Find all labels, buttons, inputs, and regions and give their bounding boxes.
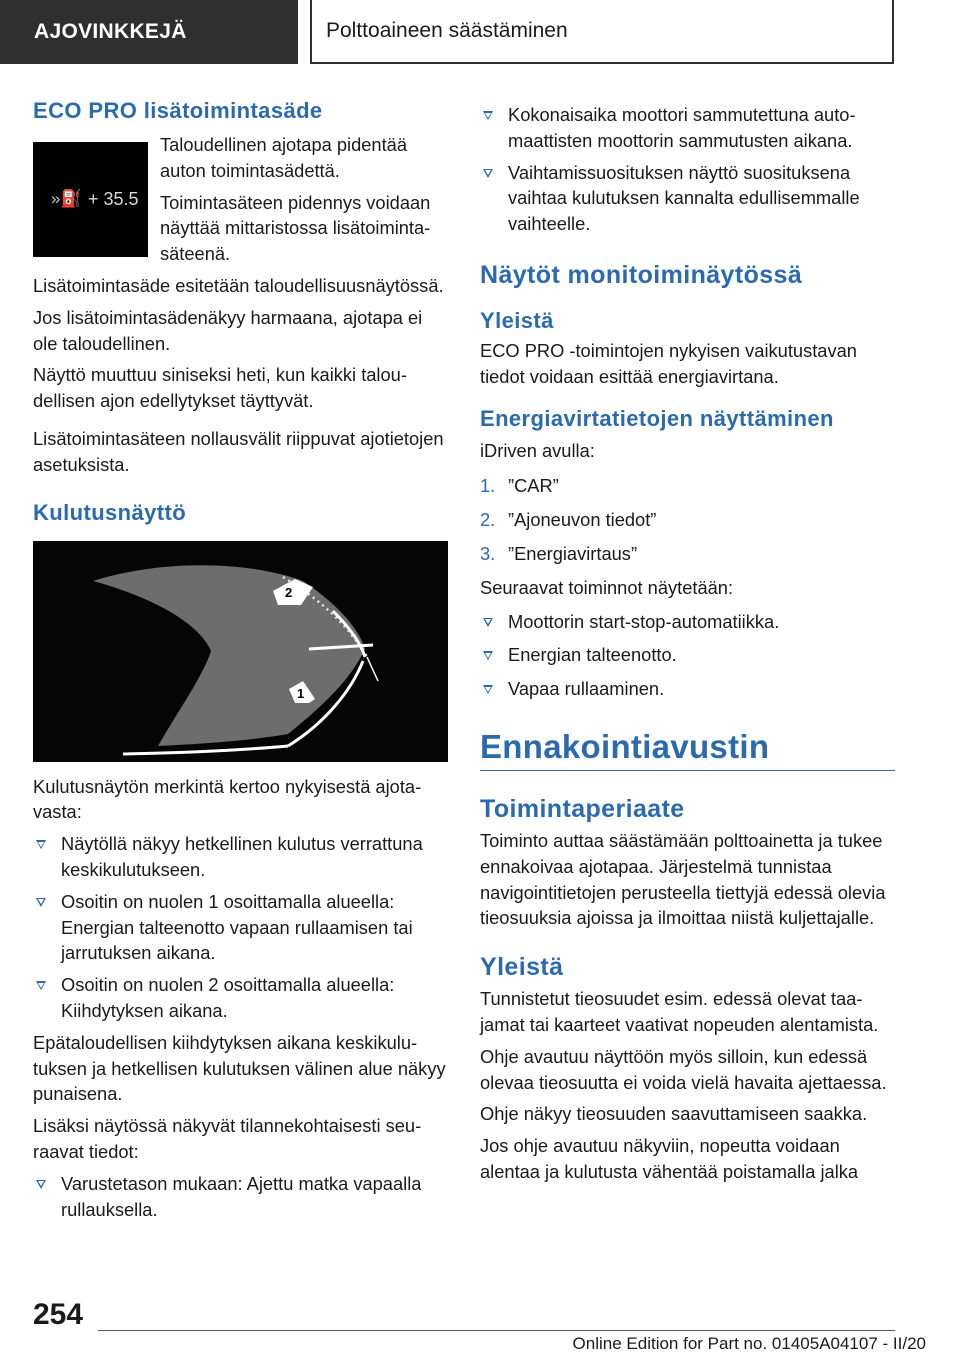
energia-heading: Energiavirtatietojen näyttäminen bbox=[480, 405, 834, 431]
list-item: 2. ”Ajoneuvon tiedot” bbox=[480, 509, 657, 531]
list-item: Vaihtamissuosituksen näyttö suosituksena vaihtaa kulutuksen kannalta edullisemmalle vaihteelle. bbox=[480, 160, 895, 237]
gauge-label-1: 1 bbox=[297, 685, 305, 701]
paragraph: ECO PRO -toimintojen nykyisen vaikutustavan tiedot voidaan esittää energiavirtana. bbox=[480, 339, 857, 387]
toimintaperiaate-heading: Toimintaperiaate bbox=[480, 794, 685, 823]
paragraph: Tunnistetut tieosuudet esim. edessä olevat taajamat tai kaarteet vaativat nopeuden alentamista. bbox=[480, 988, 879, 1035]
paragraph: Toiminto auttaa säästämään polttoainetta ja tukee ennakoivaa ajotapaa. Järjestelmä tunnistaa navigointitietojen perusteella tiettyjä edessä olevia tieosuuksia ajoissa ja ilmoittaa niistä kuljettajalle. bbox=[480, 829, 886, 929]
paragraph: Jos lisätoimintasädenäkyy harmaana, ajotapa ei ole taloudellinen. bbox=[33, 306, 423, 354]
list-item: Kokonaisaika moottori sammutettuna automaattisten moottorin sammutusten aikana. bbox=[480, 102, 895, 154]
paragraph: Lisäksi näytössä näkyvät tilannekohtaisesti seuraavat tiedot: bbox=[33, 1115, 422, 1162]
triangle-bullet-icon bbox=[36, 981, 46, 990]
bullet-list bbox=[33, 831, 448, 1024]
paragraph: Ohje avautuu näyttöön myös silloin, kun edessä olevaa tieosuutta ei voida vielä havaita ajettaessa. bbox=[480, 1045, 887, 1093]
left-column bbox=[33, 98, 448, 1222]
paragraph: Epätaloudellisen kiihdytyksen aikana keskikulutuksen ja hetkellisen kulutuksen välinen alue näkyy punaisena. bbox=[33, 1031, 446, 1105]
paragraph: Lisätoimintasäteen nollausvälit riippuvat ajotietojen asetuksista. bbox=[33, 427, 444, 475]
section-header: AJOVINKKEJÄ bbox=[0, 0, 298, 64]
bullet-list bbox=[480, 102, 895, 237]
eco-heading: ECO PRO lisätoimintasäde bbox=[33, 98, 323, 123]
triangle-bullet-icon bbox=[36, 1180, 46, 1189]
paragraph: iDriven avulla: bbox=[480, 439, 595, 461]
heading-rule bbox=[480, 770, 895, 771]
bullet-list bbox=[480, 609, 895, 702]
page-number: 254 bbox=[33, 1298, 84, 1331]
edition-note: Online Edition for Part no. 01405A04107 - II/20 bbox=[572, 1334, 926, 1353]
eco-block bbox=[33, 132, 448, 267]
list-item: Osoitin on nuolen 2 osoittamalla alueella: Kiihdytyksen aikana. bbox=[33, 972, 448, 1024]
ennakointi-heading: Ennakointiavustin bbox=[480, 727, 770, 765]
triangle-bullet-icon bbox=[483, 111, 493, 120]
list-item: Näytöllä näkyy hetkellinen kulutus verrattuna keskikulutukseen. bbox=[33, 831, 448, 883]
list-item: 1. ”CAR” bbox=[480, 475, 559, 497]
chapter-header: Polttoaineen säästäminen bbox=[310, 0, 894, 64]
triangle-bullet-icon bbox=[483, 169, 493, 178]
fuel-pump-icon: »⛽ bbox=[51, 189, 82, 208]
list-item: Osoitin on nuolen 1 osoittamalla alueella: Energian talteenotto vapaan rullaamisen tai jarrutuksen aikana. bbox=[33, 889, 448, 966]
paragraph: Seuraavat toiminnot näytetään: bbox=[480, 576, 734, 598]
kulutus-heading: Kulutusnäyttö bbox=[33, 499, 187, 525]
list-item: Vapaa rullaaminen. bbox=[480, 676, 895, 702]
list-item: Moottorin start-stop-automatiikka. bbox=[480, 609, 895, 635]
footer-rule bbox=[98, 1330, 895, 1331]
yleista-heading: Yleistä bbox=[480, 307, 554, 333]
bullet-list bbox=[33, 1171, 448, 1223]
gauge-label-2: 2 bbox=[285, 584, 293, 600]
paragraph: Jos ohje avautuu näkyviin, nopeutta voidaan alentaa ja kulutusta vähentää poistamalla jalka bbox=[480, 1135, 859, 1182]
triangle-bullet-icon bbox=[36, 840, 46, 849]
triangle-bullet-icon bbox=[483, 651, 493, 660]
eco-range-display-image bbox=[33, 142, 148, 257]
paragraph: Näyttö muuttuu siniseksi heti, kun kaikki taloudellisen ajon edellytykset täyttyvät. bbox=[33, 364, 407, 412]
eco-display-value: + 35.5 bbox=[88, 189, 139, 209]
triangle-bullet-icon bbox=[483, 618, 493, 627]
right-column bbox=[480, 102, 895, 1185]
numbered-list bbox=[480, 473, 895, 566]
eco-text bbox=[160, 132, 448, 267]
list-item: Energian talteenotto. bbox=[480, 642, 895, 668]
consumption-display-image bbox=[33, 541, 448, 762]
eco-paragraph-2: Toimintasäteen pidennys voidaan näyttää mittaristossa lisätoimintasäteenä. bbox=[160, 191, 431, 265]
triangle-bullet-icon bbox=[483, 685, 493, 694]
yleista-heading: Yleistä bbox=[480, 953, 564, 982]
monitoimi-heading: Näytöt monitoiminäytössä bbox=[480, 260, 803, 289]
paragraph: Kulutusnäytön merkintä kertoo nykyisestä ajotavasta: bbox=[33, 775, 422, 823]
list-item: Varustetason mukaan: Ajettu matka vapaalla rullauksella. bbox=[33, 1171, 448, 1223]
list-item: 3. ”Energiavirtaus” bbox=[480, 542, 638, 564]
paragraph: Ohje näkyy tieosuuden saavuttamiseen saakka. bbox=[480, 1103, 868, 1125]
eco-paragraph-1: Taloudellinen ajotapa pidentää auton toimintasädettä. bbox=[160, 134, 408, 181]
paragraph: Lisätoimintasäde esitetään taloudellisuusnäytössä. bbox=[33, 274, 444, 296]
triangle-bullet-icon bbox=[36, 898, 46, 907]
